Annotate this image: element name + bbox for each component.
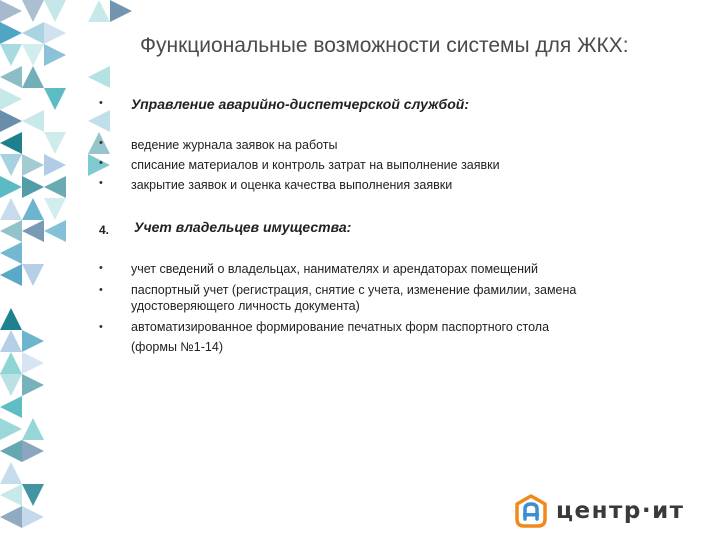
- decorative-triangle: [22, 440, 44, 462]
- bullet: •: [99, 157, 103, 169]
- decorative-triangle: [0, 374, 22, 396]
- decorative-triangle: [0, 220, 22, 242]
- slide-title: Функциональные возможности системы для ЖКХ:: [140, 34, 629, 57]
- decorative-triangle: [0, 242, 22, 264]
- logo-text: центр·ит: [556, 498, 685, 524]
- decorative-triangle: [22, 374, 44, 396]
- decorative-triangle: [22, 264, 44, 286]
- decorative-triangle: [0, 110, 22, 132]
- decorative-triangle: [22, 22, 44, 44]
- section2-item: автоматизированное формирование печатных форм паспортного стола: [131, 320, 550, 334]
- decorative-triangle: [0, 44, 22, 66]
- decorative-triangle: [44, 154, 66, 176]
- bullet: •: [99, 177, 103, 189]
- decorative-triangle: [44, 22, 66, 44]
- section1-heading: Управление аварийно-диспетчерской службой:: [131, 96, 469, 112]
- decorative-triangle: [22, 418, 44, 440]
- decorative-triangle: [44, 220, 66, 242]
- decorative-triangle: [22, 0, 44, 22]
- decorative-triangle: [0, 154, 22, 176]
- decorative-triangle: [44, 198, 66, 220]
- decorative-triangle: [22, 506, 44, 528]
- decorative-triangle: [88, 110, 110, 132]
- decorative-triangle: [22, 484, 44, 506]
- decorative-triangle: [22, 330, 44, 352]
- decorative-triangle: [44, 0, 66, 22]
- decorative-triangle: [0, 484, 22, 506]
- decorative-triangle: [44, 176, 66, 198]
- decorative-triangle: [0, 66, 22, 88]
- decorative-triangle: [88, 0, 110, 22]
- section1-item: закрытие заявок и оценка качества выполнения заявки: [131, 178, 453, 192]
- company-logo: [514, 494, 685, 528]
- decorative-triangle: [0, 264, 22, 286]
- decorative-triangle: [0, 330, 22, 352]
- section1-item: списание материалов и контроль затрат на выполнение заявки: [131, 158, 500, 172]
- decorative-triangle: [0, 198, 22, 220]
- decorative-triangle: [22, 198, 44, 220]
- decorative-triangle: [22, 44, 44, 66]
- decorative-triangle: [0, 0, 22, 22]
- bullet: •: [99, 137, 103, 149]
- decorative-triangle: [22, 352, 44, 374]
- decorative-triangle: [0, 88, 22, 110]
- section1-bullet: •: [99, 97, 103, 109]
- decorative-triangle: [0, 22, 22, 44]
- decorative-triangle: [0, 308, 22, 330]
- decorative-triangle: [0, 176, 22, 198]
- decorative-triangle: [44, 132, 66, 154]
- decorative-triangle: [22, 176, 44, 198]
- decorative-triangle: [0, 418, 22, 440]
- decorative-triangle: [44, 88, 66, 110]
- bullet: •: [99, 262, 103, 274]
- bullet: •: [99, 321, 103, 333]
- decorative-triangle: [0, 506, 22, 528]
- centr-it-logo-icon: [514, 494, 548, 528]
- decorative-triangle: [22, 154, 44, 176]
- decorative-triangle: [22, 220, 44, 242]
- section2-item: паспортный учет (регистрация, снятие с учета, изменение фамилии, замена: [131, 283, 577, 297]
- decorative-triangle: [0, 462, 22, 484]
- section2-heading: Учет владельцев имущества:: [134, 219, 352, 235]
- decorative-triangle: [88, 66, 110, 88]
- decorative-triangle: [0, 440, 22, 462]
- bullet: •: [99, 284, 103, 296]
- section1-item: ведение журнала заявок на работы: [131, 138, 338, 152]
- section2-item: учет сведений о владельцах, нанимателях и арендаторах помещений: [131, 262, 538, 276]
- section2-item-continuation: (формы №1-14): [131, 340, 223, 354]
- decorative-triangle: [110, 0, 132, 22]
- decorative-triangle: [0, 132, 22, 154]
- section2-number: 4.: [99, 223, 110, 237]
- decorative-triangle: [22, 110, 44, 132]
- decorative-triangle: [44, 44, 66, 66]
- decorative-triangle: [22, 66, 44, 88]
- decorative-triangle: [0, 352, 22, 374]
- decorative-triangle: [0, 396, 22, 418]
- section2-item-continuation: удостоверяющего личность документа): [131, 299, 360, 313]
